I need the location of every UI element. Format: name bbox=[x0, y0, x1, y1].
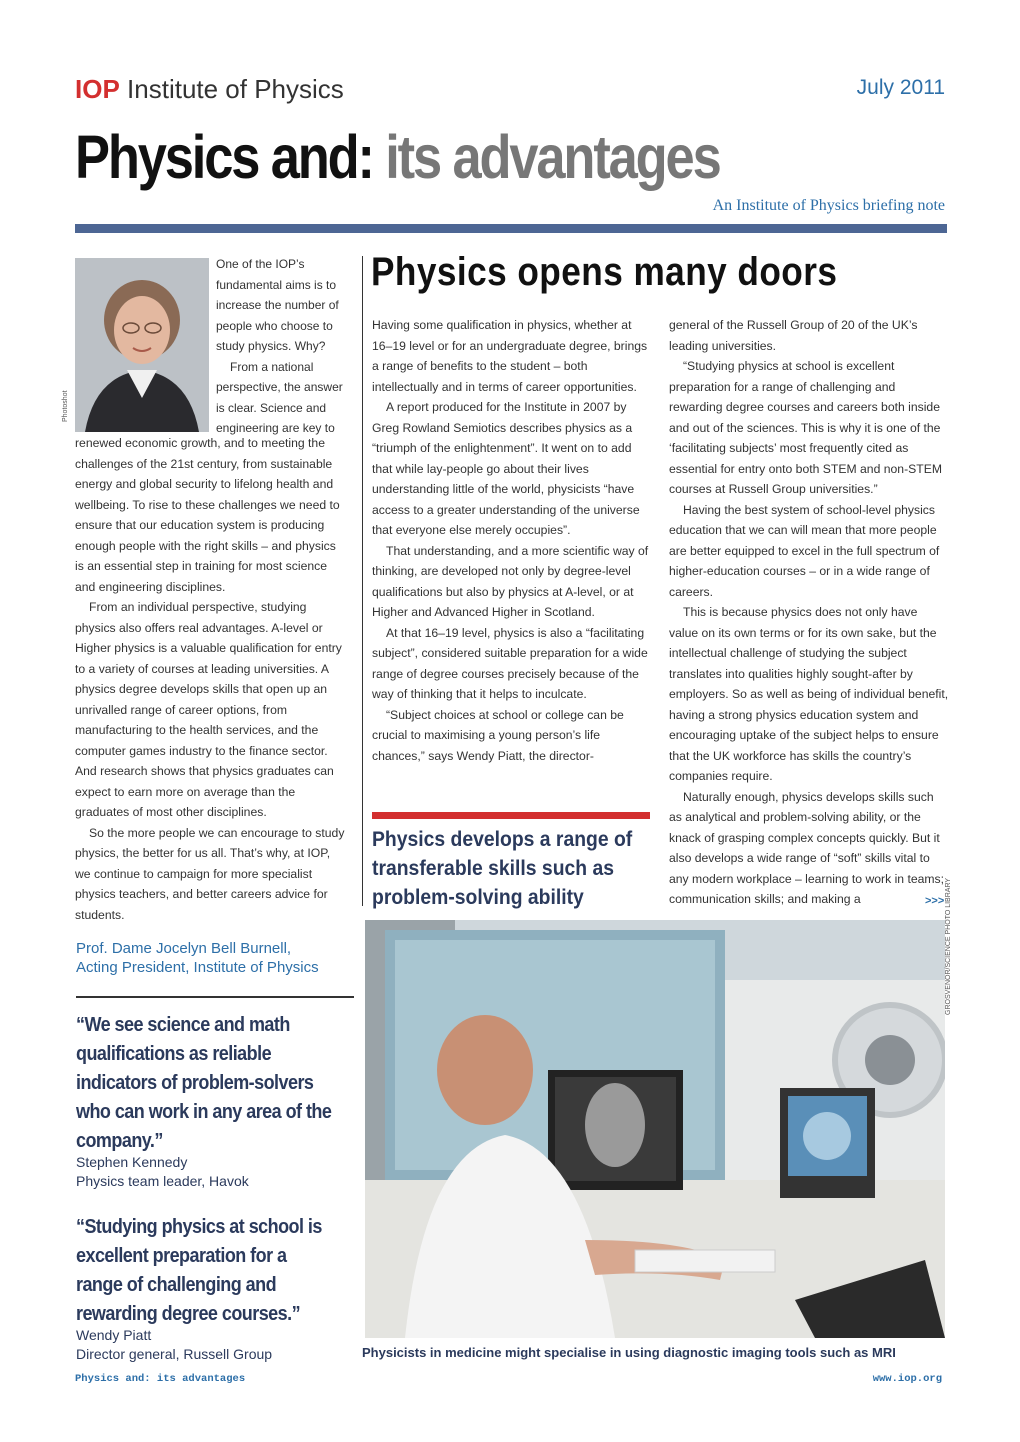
continue-marker: >>> bbox=[925, 895, 945, 907]
signature-name: Prof. Dame Jocelyn Bell Burnell, bbox=[76, 940, 292, 957]
title-black: Physics and: bbox=[75, 123, 373, 191]
quote-author: Wendy Piatt bbox=[76, 1327, 152, 1343]
mri-photo bbox=[365, 920, 945, 1338]
signature bbox=[76, 939, 319, 977]
intro-paragraph-2: From a national perspective, the answer is clear. Science and engineering are key to bbox=[216, 359, 343, 435]
article-paragraph: Naturally enough, physics develops skills such as analytical and problem-solving ability, or the knack of grasping complex concepts quickly. But it also develops a wide range of “soft” skills vital to any modern workplace – learning to work in teams; communication skills; and making a bbox=[669, 789, 945, 906]
header-rule bbox=[75, 224, 947, 233]
logo-name: Institute of Physics bbox=[127, 74, 344, 104]
mri-illustration bbox=[365, 920, 945, 1338]
logo-abbr: IOP bbox=[75, 74, 120, 104]
photo-credit: Photoshot bbox=[62, 390, 69, 422]
intro-wrap-text bbox=[216, 254, 351, 439]
column-divider bbox=[362, 256, 363, 906]
article-column-3 bbox=[669, 315, 949, 910]
article-paragraph: This is because physics does not only have value on its own terms or for its own sake, but the intellectual challenge of studying the subject translates into qualities highly sought-after by employers. So as well as being of individual benefit, having a strong physics education system and encouraging uptake of the subject helps to ensure that the UK workforce has skills the country’s companies require. bbox=[669, 605, 949, 783]
page-title bbox=[75, 122, 720, 192]
quote-divider bbox=[76, 996, 354, 998]
quote-attribution bbox=[76, 1153, 249, 1190]
article-paragraph: That understanding, and a more scientific way of thinking, are developed not only by degree-level qualifications but also by physics at A-level, or at Higher and Advanced Higher in Scotland. bbox=[372, 543, 649, 619]
quote-role: Physics team leader, Havok bbox=[76, 1172, 249, 1189]
article-paragraph: A report produced for the Institute in 2007 by Greg Rowland Semiotics describes physics as a “triumph of the enlightenment”. It went on to add that while lay-people go about their lives understanding little of the world, physicists “have access to a greater understanding of the universe that everyone else merely occupies”. bbox=[372, 400, 640, 537]
page-subtitle: An Institute of Physics briefing note bbox=[712, 197, 945, 214]
footer-title: Physics and: its advantages bbox=[75, 1373, 246, 1385]
left-column-text bbox=[75, 433, 345, 925]
article-paragraph: “Subject choices at school or college can be crucial to maximising a young person’s life chances,” says Wendy Piatt, the director- bbox=[372, 707, 624, 763]
article-paragraph: general of the Russell Group of 20 of the UK’s leading universities. bbox=[669, 318, 918, 353]
article-paragraph: “Studying physics at school is excellent preparation for a range of challenging and rewarding degree courses and careers both inside and out of the sciences. This is why it is one of the ‘facilitating subjects’ most frequently cited as essential for entry onto both STEM and non-STEM courses at Russell Group universities.” bbox=[669, 359, 942, 496]
quote-text: “Studying physics at school is excellent preparation for a range of challenging and rewarding degree courses.” bbox=[76, 1216, 322, 1325]
quote-role: Director general, Russell Group bbox=[76, 1345, 273, 1362]
pull-heading-bar bbox=[372, 812, 650, 819]
title-grey: its advantages bbox=[385, 123, 720, 191]
quote-author: Stephen Kennedy bbox=[76, 1154, 188, 1170]
article-paragraph: Having the best system of school-level physics education that we can will mean that more people are better equipped to excel in the full spectrum of higher-education courses – or in a wide range of careers. bbox=[669, 502, 940, 599]
quote-text: “We see science and math qualifications as reliable indicators of problem-solvers who can work in any area of the company.” bbox=[76, 1014, 332, 1152]
intro-paragraph-1: One of the IOP’s fundamental aims is to increase the number of people who choose to study physics. Why? bbox=[216, 257, 339, 353]
image-caption: Physicists in medicine might specialise in using diagnostic imaging tools such as MRI bbox=[362, 1345, 896, 1360]
signature-role: Acting President, Institute of Physics bbox=[76, 959, 319, 976]
iop-logo bbox=[75, 74, 344, 104]
portrait-photo bbox=[75, 258, 209, 432]
left-paragraph: From an individual perspective, studying physics also offers real advantages. A-level or Higher physics is a valuable qualification for entry to a variety of courses at leading universities. A physics degree develops skills that open up an unrivalled range of career options, from manufacturing to the health services, and the computer games industry to the finance sector. And research shows that physics graduates can expect to earn more on average than the graduates of most other disciplines. bbox=[75, 600, 342, 819]
pull-heading: Physics develops a range of transferable skills such as problem-solving ability bbox=[372, 827, 633, 909]
left-paragraph: So the more people we can encourage to study physics, the better for us all. That’s why, at IOP, we continue to campaign for more specialist physics teachers, and better careers advice for students. bbox=[75, 825, 345, 922]
quote-attribution bbox=[76, 1326, 272, 1363]
article-column-2 bbox=[372, 315, 652, 766]
article-heading: Physics opens many doors bbox=[371, 250, 838, 294]
article-paragraph: At that 16–19 level, physics is also a “facilitating subject”, considered suitable preparation for a wide range of degree courses precisely because of the way of thinking that it helps to inculcate. bbox=[372, 625, 648, 701]
article-paragraph: Having some qualification in physics, whether at 16–19 level or for an undergraduate degree, brings a range of benefits to the student – both intellectually and in terms of career opportunities. bbox=[372, 318, 648, 394]
left-paragraph: renewed economic growth, and to meeting the challenges of the 21st century, from sustainable energy and global security to lifelong health and wellbeing. To rise to these challenges we need to ensure that our education system is producing enough people with the right skills – and physics is an essential step in training for most science and engineering disciplines. bbox=[75, 436, 340, 594]
issue-date: July 2011 bbox=[856, 76, 945, 99]
portrait-illustration bbox=[75, 258, 209, 432]
image-credit: GROSVENOR/SCIENCE PHOTO LIBRARY bbox=[945, 877, 952, 1015]
footer-url[interactable]: www.iop.org bbox=[872, 1373, 942, 1385]
